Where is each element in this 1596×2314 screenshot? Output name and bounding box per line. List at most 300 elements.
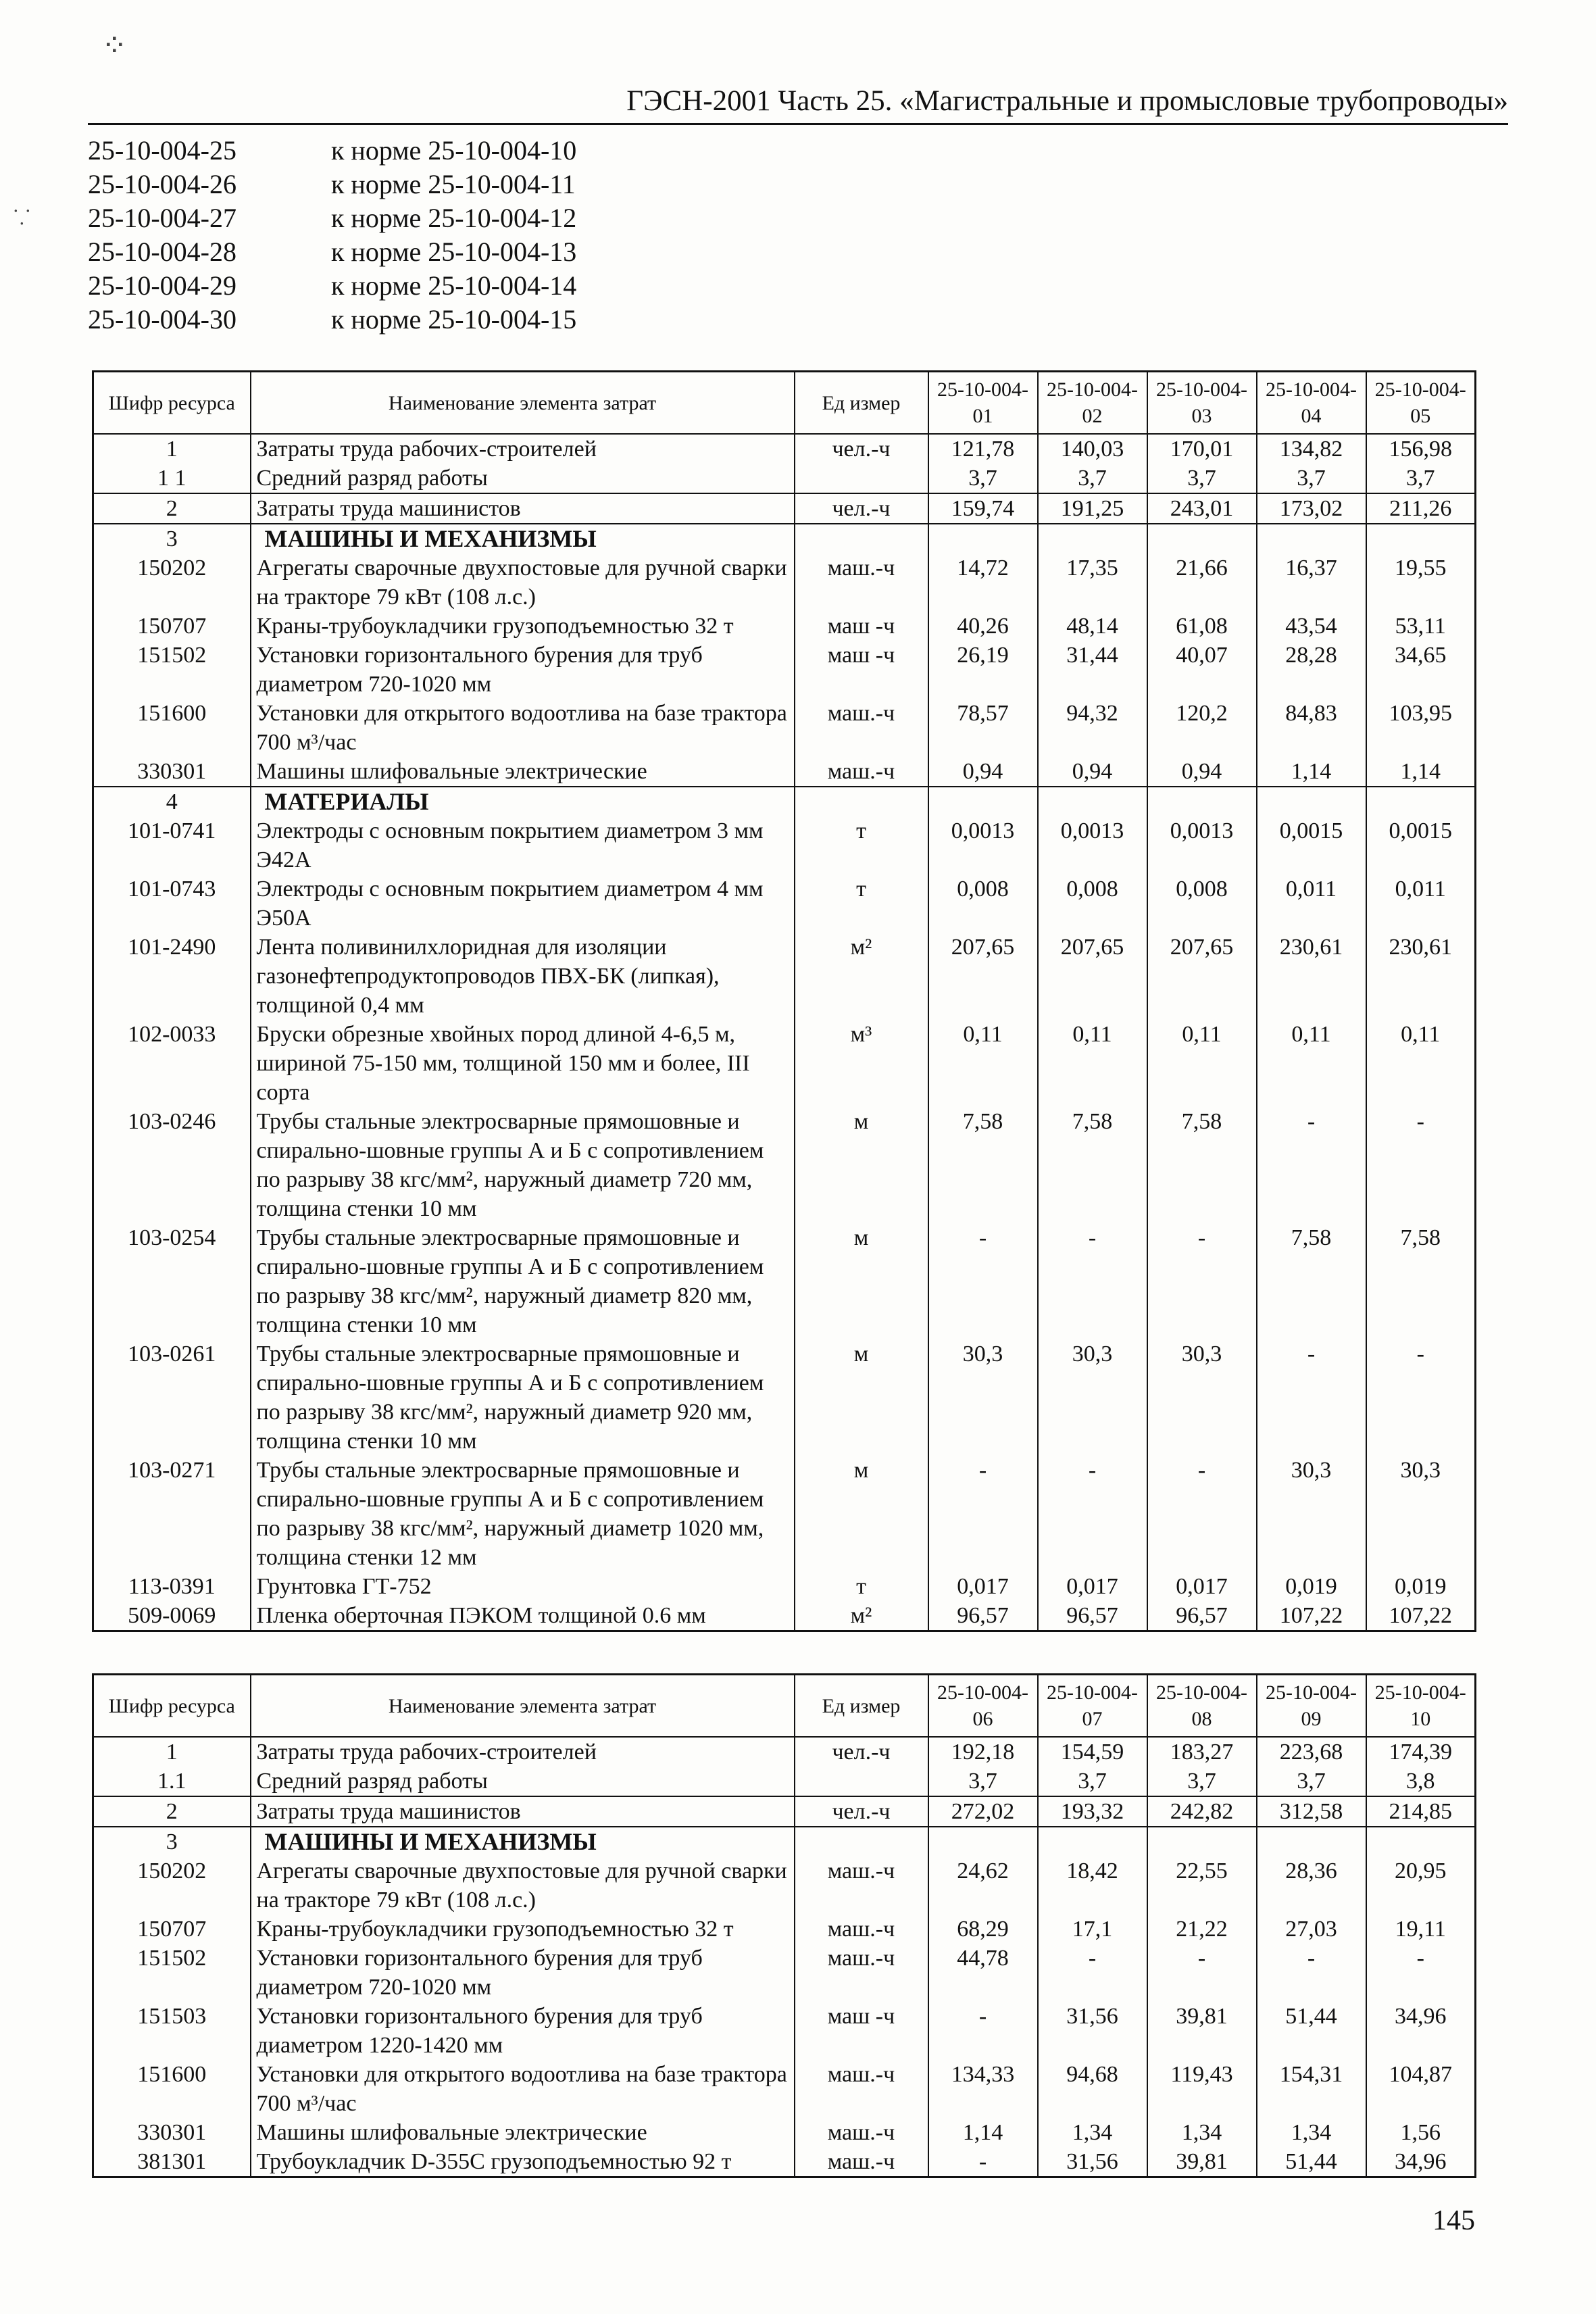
resource-name: Бруски обрезные хвойных пород длиной 4-6,5 м, шириной 75-150 мм, толщиной 150 мм и более, III сорта <box>251 1020 795 1107</box>
table-row <box>93 1737 1476 1767</box>
header-code: Шифр ресурса <box>93 1675 251 1738</box>
resource-code: 151600 <box>93 699 251 757</box>
norm-value: - <box>1147 1944 1257 2002</box>
header-norm-column: 25-10-004-04 <box>1257 372 1366 435</box>
norm-value: 159,74 <box>928 493 1038 524</box>
norm-value: 17,1 <box>1038 1915 1147 1944</box>
norm-value: 26,19 <box>928 641 1038 699</box>
resource-unit: т <box>795 816 928 875</box>
norm-value: 207,65 <box>928 933 1038 1020</box>
norm-value: 3,7 <box>1257 464 1366 493</box>
norm-value: 0,0015 <box>1257 816 1366 875</box>
norm-value: - <box>1366 1944 1476 2002</box>
norm-value: 7,58 <box>1147 1107 1257 1223</box>
resource-unit: м <box>795 1456 928 1572</box>
norm-value <box>1366 1827 1476 1856</box>
resource-name: Электроды с основным покрытием диаметром 4 мм Э50А <box>251 875 795 933</box>
norm-value: - <box>1038 1944 1147 2002</box>
resource-unit: маш.-ч <box>795 553 928 612</box>
reference-row <box>88 168 576 201</box>
norm-value <box>1147 787 1257 816</box>
norm-value: 96,57 <box>1038 1601 1147 1631</box>
resource-code: 102-0033 <box>93 1020 251 1107</box>
resource-unit: маш -ч <box>795 612 928 641</box>
reference-code: 25-10-004-29 <box>88 270 236 301</box>
resource-code: 151503 <box>93 2002 251 2060</box>
norm-value: - <box>1038 1456 1147 1572</box>
norm-value: 44,78 <box>928 1944 1038 2002</box>
resource-code: 113-0391 <box>93 1572 251 1601</box>
norm-value: - <box>928 1223 1038 1339</box>
norm-value: 3,7 <box>1257 1767 1366 1796</box>
resource-code: 151502 <box>93 641 251 699</box>
norm-value <box>928 524 1038 553</box>
table-row <box>93 875 1476 933</box>
resource-code: 1 <box>93 1737 251 1767</box>
resource-code: 150202 <box>93 1856 251 1915</box>
table-row <box>93 2060 1476 2118</box>
norm-value: 1,14 <box>928 2118 1038 2147</box>
resource-name: Затраты труда рабочих-строителей <box>251 1737 795 1767</box>
norm-value: 3,7 <box>1366 464 1476 493</box>
section-row <box>93 787 1476 816</box>
norm-value: 121,78 <box>928 434 1038 464</box>
resource-name: Установки для открытого водоотлива на базе трактора 700 м³/час <box>251 699 795 757</box>
norm-value: 68,29 <box>928 1915 1038 1944</box>
resource-name: Трубы стальные электросварные прямошовные и спирально-шовные группы А и Б с сопротивлением по разрыву 38 кгс/мм², наружный диаметр 1020 мм, толщина стенки 12 мм <box>251 1456 795 1572</box>
table-row <box>93 553 1476 612</box>
norm-value <box>1366 524 1476 553</box>
norm-value <box>1257 787 1366 816</box>
resource-name: Грунтовка ГТ-752 <box>251 1572 795 1601</box>
norm-value <box>928 1827 1038 1856</box>
resource-name: Электроды с основным покрытием диаметром 3 мм Э42А <box>251 816 795 875</box>
norm-value: 1,14 <box>1257 757 1366 787</box>
norm-value: 51,44 <box>1257 2147 1366 2177</box>
resource-unit <box>795 524 928 553</box>
norm-value: 272,02 <box>928 1796 1038 1827</box>
table-row <box>93 2118 1476 2147</box>
norm-value: 3,7 <box>1038 464 1147 493</box>
resource-name: Средний разряд работы <box>251 464 795 493</box>
norm-value: 173,02 <box>1257 493 1366 524</box>
norm-value: 134,33 <box>928 2060 1038 2118</box>
norm-value: 211,26 <box>1366 493 1476 524</box>
norm-table-1 <box>92 370 1476 1632</box>
norm-value: - <box>1038 1223 1147 1339</box>
norm-value: 31,56 <box>1038 2147 1147 2177</box>
norm-value: 230,61 <box>1366 933 1476 1020</box>
resource-code: 330301 <box>93 2118 251 2147</box>
resource-name: Агрегаты сварочные двухпостовые для ручной сварки на тракторе 79 кВт (108 л.с.) <box>251 1856 795 1915</box>
norm-value: 0,11 <box>928 1020 1038 1107</box>
norm-value: 43,54 <box>1257 612 1366 641</box>
norm-value: - <box>1366 1339 1476 1456</box>
reference-row <box>88 235 576 269</box>
norm-value: 3,8 <box>1366 1767 1476 1796</box>
norm-value: 207,65 <box>1147 933 1257 1020</box>
norm-table-2 <box>92 1673 1476 2178</box>
resource-unit <box>795 1767 928 1796</box>
norm-value: 0,11 <box>1038 1020 1147 1107</box>
reference-text: к норме 25-10-004-12 <box>331 203 577 233</box>
norm-value: - <box>928 2147 1038 2177</box>
resource-code: 1 <box>93 434 251 464</box>
norm-value: 40,26 <box>928 612 1038 641</box>
norm-value: 0,11 <box>1257 1020 1366 1107</box>
norm-value: 0,94 <box>1147 757 1257 787</box>
norm-value: 0,11 <box>1147 1020 1257 1107</box>
header-norm-column: 25-10-004-08 <box>1147 1675 1257 1738</box>
norm-value: 156,98 <box>1366 434 1476 464</box>
norm-value: 31,56 <box>1038 2002 1147 2060</box>
norm-value: 30,3 <box>1038 1339 1147 1456</box>
header-code: Шифр ресурса <box>93 372 251 435</box>
resource-code: 1 1 <box>93 464 251 493</box>
norm-value: 31,44 <box>1038 641 1147 699</box>
table-row <box>93 1572 1476 1601</box>
header-unit: Ед измер <box>795 372 928 435</box>
norm-value: 154,59 <box>1038 1737 1147 1767</box>
norm-value: 183,27 <box>1147 1737 1257 1767</box>
norm-value: 20,95 <box>1366 1856 1476 1915</box>
norm-value: 84,83 <box>1257 699 1366 757</box>
norm-value <box>1147 1827 1257 1856</box>
resource-code: 3 <box>93 1827 251 1856</box>
reference-text: к норме 25-10-004-10 <box>331 135 577 166</box>
table-header-row <box>93 372 1476 435</box>
norm-value: - <box>1257 1107 1366 1223</box>
resource-unit: чел.-ч <box>795 434 928 464</box>
table-row <box>93 757 1476 787</box>
norm-value: 1,34 <box>1038 2118 1147 2147</box>
norm-value: 27,03 <box>1257 1915 1366 1944</box>
resource-code: 101-0743 <box>93 875 251 933</box>
table-row <box>93 493 1476 524</box>
norm-value: 3,7 <box>1147 464 1257 493</box>
resource-code: 101-0741 <box>93 816 251 875</box>
norm-value: 94,32 <box>1038 699 1147 757</box>
resource-name: Установки горизонтального бурения для труб диаметром 1220-1420 мм <box>251 2002 795 2060</box>
norm-value <box>1366 787 1476 816</box>
norm-value: 1,14 <box>1366 757 1476 787</box>
norm-value: 243,01 <box>1147 493 1257 524</box>
norm-value: 191,25 <box>1038 493 1147 524</box>
resource-code: 3 <box>93 524 251 553</box>
norm-value: 22,55 <box>1147 1856 1257 1915</box>
norm-value: 107,22 <box>1366 1601 1476 1631</box>
reference-row <box>88 269 576 303</box>
resource-unit: м <box>795 1339 928 1456</box>
table-row <box>93 1020 1476 1107</box>
norm-value: 7,58 <box>928 1107 1038 1223</box>
norm-value: 39,81 <box>1147 2002 1257 2060</box>
table-row <box>93 464 1476 493</box>
norm-value: 3,7 <box>1147 1767 1257 1796</box>
resource-unit: м <box>795 1107 928 1223</box>
norm-value: 17,35 <box>1038 553 1147 612</box>
resource-name: Машины шлифовальные электрические <box>251 757 795 787</box>
resource-name: Агрегаты сварочные двухпостовые для ручной сварки на тракторе 79 кВт (108 л.с.) <box>251 553 795 612</box>
resource-name: Машины шлифовальные электрические <box>251 2118 795 2147</box>
resource-unit: т <box>795 1572 928 1601</box>
table-row <box>93 1107 1476 1223</box>
resource-unit: маш.-ч <box>795 2118 928 2147</box>
norm-value: 0,011 <box>1257 875 1366 933</box>
norm-value: 0,0013 <box>928 816 1038 875</box>
norm-value: 0,0015 <box>1366 816 1476 875</box>
norm-value <box>1038 787 1147 816</box>
norm-value: 21,22 <box>1147 1915 1257 1944</box>
header-unit: Ед измер <box>795 1675 928 1738</box>
resource-code: 103-0246 <box>93 1107 251 1223</box>
norm-value <box>1038 1827 1147 1856</box>
norm-value: 30,3 <box>1366 1456 1476 1572</box>
resource-unit: маш -ч <box>795 641 928 699</box>
norm-value: 19,11 <box>1366 1915 1476 1944</box>
table-header-row <box>93 1675 1476 1738</box>
resource-name: Затраты труда рабочих-строителей <box>251 434 795 464</box>
norm-value: 3,7 <box>928 464 1038 493</box>
resource-unit: маш.-ч <box>795 1915 928 1944</box>
resource-unit: м² <box>795 933 928 1020</box>
norm-value: 119,43 <box>1147 2060 1257 2118</box>
norm-value: 0,0013 <box>1147 816 1257 875</box>
reference-row <box>88 201 576 235</box>
norm-value: 39,81 <box>1147 2147 1257 2177</box>
norm-value: 19,55 <box>1366 553 1476 612</box>
header-norm-column: 25-10-004-02 <box>1038 372 1147 435</box>
norm-value <box>1257 524 1366 553</box>
norm-value: 1,34 <box>1147 2118 1257 2147</box>
norm-value: 1,34 <box>1257 2118 1366 2147</box>
norm-value: 48,14 <box>1038 612 1147 641</box>
resource-code: 1.1 <box>93 1767 251 1796</box>
resource-unit: чел.-ч <box>795 1737 928 1767</box>
norm-value: 7,58 <box>1366 1223 1476 1339</box>
resource-name: МАШИНЫ И МЕХАНИЗМЫ <box>251 1827 795 1856</box>
norm-value: 107,22 <box>1257 1601 1366 1631</box>
norm-value: 3,7 <box>928 1767 1038 1796</box>
resource-code: 101-2490 <box>93 933 251 1020</box>
resource-code: 151600 <box>93 2060 251 2118</box>
norm-value: 0,94 <box>928 757 1038 787</box>
norm-value: 78,57 <box>928 699 1038 757</box>
table-row <box>93 1339 1476 1456</box>
norm-value: 0,008 <box>1038 875 1147 933</box>
norm-value: 242,82 <box>1147 1796 1257 1827</box>
norm-value: 34,65 <box>1366 641 1476 699</box>
norm-value: 207,65 <box>1038 933 1147 1020</box>
table-row <box>93 1223 1476 1339</box>
norm-value: 61,08 <box>1147 612 1257 641</box>
norm-value: 53,11 <box>1366 612 1476 641</box>
norm-value: 96,57 <box>928 1601 1038 1631</box>
norm-value: - <box>1366 1107 1476 1223</box>
norm-value: 154,31 <box>1257 2060 1366 2118</box>
norm-value: 104,87 <box>1366 2060 1476 2118</box>
resource-code: 103-0254 <box>93 1223 251 1339</box>
norm-value: 134,82 <box>1257 434 1366 464</box>
resource-unit: маш.-ч <box>795 2060 928 2118</box>
norm-reference-list <box>88 134 576 337</box>
norm-value: 0,017 <box>928 1572 1038 1601</box>
norm-value: 51,44 <box>1257 2002 1366 2060</box>
resource-name: Установки горизонтального бурения для труб диаметром 720-1020 мм <box>251 641 795 699</box>
reference-code: 25-10-004-27 <box>88 203 236 233</box>
norm-value: 0,017 <box>1038 1572 1147 1601</box>
resource-unit <box>795 1827 928 1856</box>
norm-value: 94,68 <box>1038 2060 1147 2118</box>
table-row <box>93 612 1476 641</box>
resource-unit: т <box>795 875 928 933</box>
resource-name: Средний разряд работы <box>251 1767 795 1796</box>
resource-code: 2 <box>93 493 251 524</box>
norm-value <box>1147 524 1257 553</box>
resource-unit: маш.-ч <box>795 2147 928 2177</box>
reference-text: к норме 25-10-004-11 <box>331 169 576 199</box>
reference-code: 25-10-004-28 <box>88 237 236 267</box>
header-rule <box>88 123 1508 125</box>
header-norm-column: 25-10-004-05 <box>1366 372 1476 435</box>
norm-value: - <box>928 2002 1038 2060</box>
norm-value: 16,37 <box>1257 553 1366 612</box>
norm-value: 28,36 <box>1257 1856 1366 1915</box>
norm-value: 30,3 <box>1147 1339 1257 1456</box>
table-row <box>93 2147 1476 2177</box>
header-name: Наименование элемента затрат <box>251 1675 795 1738</box>
resource-code: 103-0261 <box>93 1339 251 1456</box>
page-header: ГЭСН-2001 Часть 25. «Магистральные и промысловые трубопроводы» <box>626 85 1508 117</box>
norm-value: 0,11 <box>1366 1020 1476 1107</box>
table-row <box>93 699 1476 757</box>
norm-value: 174,39 <box>1366 1737 1476 1767</box>
resource-code: 330301 <box>93 757 251 787</box>
resource-code: 103-0271 <box>93 1456 251 1572</box>
norm-value <box>1038 524 1147 553</box>
norm-value: 0,008 <box>1147 875 1257 933</box>
header-norm-column: 25-10-004-03 <box>1147 372 1257 435</box>
norm-value: 214,85 <box>1366 1796 1476 1827</box>
resource-name: МАШИНЫ И МЕХАНИЗМЫ <box>251 524 795 553</box>
resource-code: 509-0069 <box>93 1601 251 1631</box>
norm-value: 103,95 <box>1366 699 1476 757</box>
norm-value: 0,019 <box>1366 1572 1476 1601</box>
resource-unit: м <box>795 1223 928 1339</box>
section-row <box>93 1827 1476 1856</box>
header-norm-column: 25-10-004-07 <box>1038 1675 1147 1738</box>
resource-unit: маш.-ч <box>795 699 928 757</box>
norm-value: 120,2 <box>1147 699 1257 757</box>
norm-value: 30,3 <box>928 1339 1038 1456</box>
resource-code: 150707 <box>93 1915 251 1944</box>
norm-value: 7,58 <box>1257 1223 1366 1339</box>
header-norm-column: 25-10-004-01 <box>928 372 1038 435</box>
table-row <box>93 641 1476 699</box>
norm-value: 170,01 <box>1147 434 1257 464</box>
norm-value: 18,42 <box>1038 1856 1147 1915</box>
section-row <box>93 524 1476 553</box>
table-row <box>93 1456 1476 1572</box>
norm-value: - <box>1257 1339 1366 1456</box>
reference-code: 25-10-004-26 <box>88 169 236 199</box>
norm-value: 34,96 <box>1366 2147 1476 2177</box>
resource-name: Лента поливинилхлоридная для изоляции газонефтепродуктопроводов ПВХ-БК (липкая), толщиной 0,4 мм <box>251 933 795 1020</box>
reference-row <box>88 134 576 168</box>
scan-speck-icon: ⸪ <box>14 206 30 230</box>
norm-value: 0,94 <box>1038 757 1147 787</box>
norm-value: 34,96 <box>1366 2002 1476 2060</box>
norm-value: 0,019 <box>1257 1572 1366 1601</box>
resource-name: МАТЕРИАЛЫ <box>251 787 795 816</box>
table-row <box>93 1796 1476 1827</box>
norm-value: - <box>1147 1223 1257 1339</box>
resource-name: Трубы стальные электросварные прямошовные и спирально-шовные группы А и Б с сопротивлением по разрыву 38 кгс/мм², наружный диаметр 720 мм, толщина стенки 10 мм <box>251 1107 795 1223</box>
resource-unit: маш.-ч <box>795 1944 928 2002</box>
norm-value: 193,32 <box>1038 1796 1147 1827</box>
norm-value: 30,3 <box>1257 1456 1366 1572</box>
resource-unit <box>795 787 928 816</box>
table-row <box>93 1767 1476 1796</box>
table-row <box>93 2002 1476 2060</box>
resource-unit: маш.-ч <box>795 757 928 787</box>
resource-name: Трубоукладчик D-355C грузоподъемностью 92 т <box>251 2147 795 2177</box>
norm-value: 192,18 <box>928 1737 1038 1767</box>
norm-value <box>928 787 1038 816</box>
header-norm-column: 25-10-004-06 <box>928 1675 1038 1738</box>
norm-value: 1,56 <box>1366 2118 1476 2147</box>
norm-value: 96,57 <box>1147 1601 1257 1631</box>
page-number: 145 <box>1432 2205 1475 2236</box>
header-norm-column: 25-10-004-09 <box>1257 1675 1366 1738</box>
resource-code: 4 <box>93 787 251 816</box>
table-row <box>93 933 1476 1020</box>
header-name: Наименование элемента затрат <box>251 372 795 435</box>
norm-value: 24,62 <box>928 1856 1038 1915</box>
header-norm-column: 25-10-004-10 <box>1366 1675 1476 1738</box>
table-row <box>93 434 1476 464</box>
norm-value: - <box>1147 1456 1257 1572</box>
norm-value: 0,008 <box>928 875 1038 933</box>
resource-unit: м² <box>795 1601 928 1631</box>
reference-code: 25-10-004-25 <box>88 135 236 166</box>
norm-value: - <box>928 1456 1038 1572</box>
table-row <box>93 1944 1476 2002</box>
resource-name: Трубы стальные электросварные прямошовные и спирально-шовные группы А и Б с сопротивлением по разрыву 38 кгс/мм², наружный диаметр 820 мм, толщина стенки 10 мм <box>251 1223 795 1339</box>
resource-unit: м³ <box>795 1020 928 1107</box>
norm-value: 21,66 <box>1147 553 1257 612</box>
norm-value: 3,7 <box>1038 1767 1147 1796</box>
resource-name: Затраты труда машинистов <box>251 493 795 524</box>
resource-unit: чел.-ч <box>795 1796 928 1827</box>
resource-code: 2 <box>93 1796 251 1827</box>
resource-name: Затраты труда машинистов <box>251 1796 795 1827</box>
table-row <box>93 1856 1476 1915</box>
resource-name: Трубы стальные электросварные прямошовные и спирально-шовные группы А и Б с сопротивлением по разрыву 38 кгс/мм², наружный диаметр 920 мм, толщина стенки 10 мм <box>251 1339 795 1456</box>
norm-value: 40,07 <box>1147 641 1257 699</box>
reference-text: к норме 25-10-004-13 <box>331 237 577 267</box>
norm-value: 312,58 <box>1257 1796 1366 1827</box>
resource-code: 151502 <box>93 1944 251 2002</box>
table-row <box>93 1601 1476 1631</box>
reference-code: 25-10-004-30 <box>88 304 236 335</box>
norm-value: 0,011 <box>1366 875 1476 933</box>
resource-unit: маш -ч <box>795 2002 928 2060</box>
reference-text: к норме 25-10-004-14 <box>331 270 577 301</box>
norm-value: 7,58 <box>1038 1107 1147 1223</box>
norm-value: 223,68 <box>1257 1737 1366 1767</box>
table-row <box>93 1915 1476 1944</box>
